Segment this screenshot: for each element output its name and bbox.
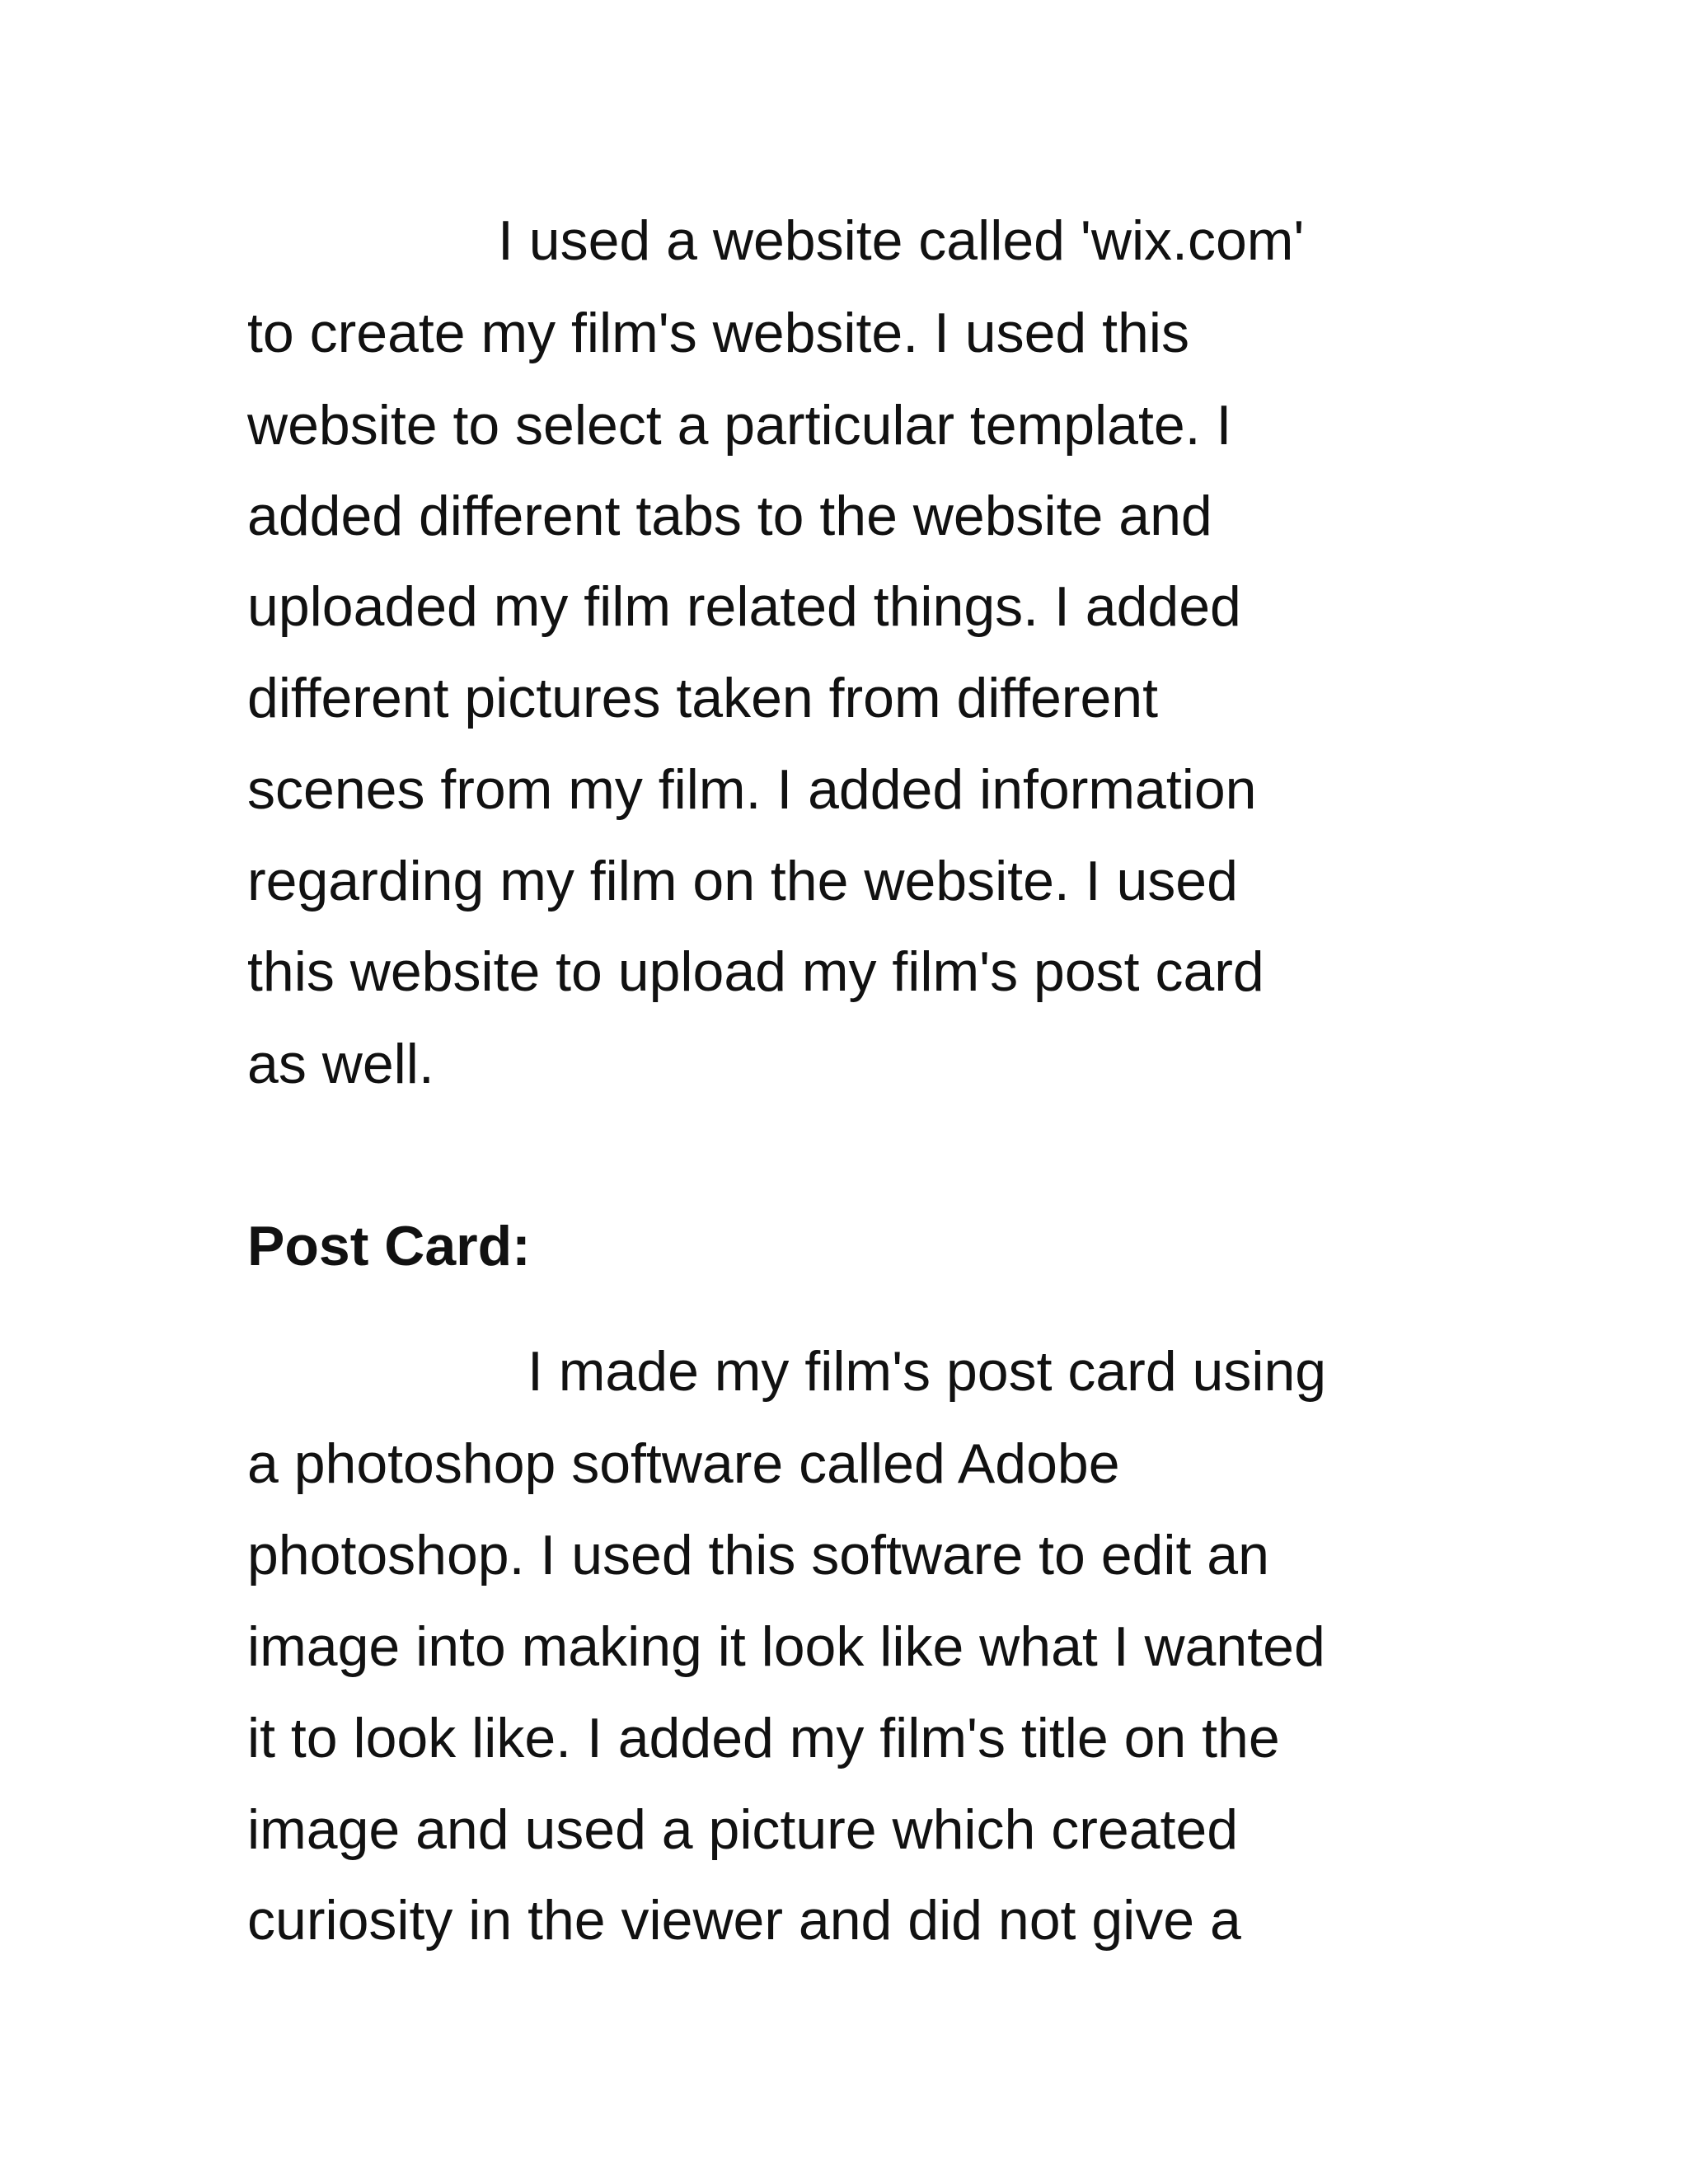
paragraph-1-line-2: to create my film's website. I used this: [247, 302, 1189, 364]
paragraph-2-line-6: image and used a picture which created: [247, 1798, 1239, 1861]
paragraph-2-line-4: image into making it look like what I wanted: [247, 1615, 1325, 1678]
paragraph-1-line-8: regarding my film on the website. I used: [247, 850, 1238, 912]
paragraph-1-line-7: scenes from my film. I added information: [247, 758, 1257, 821]
paragraph-2-line-7: curiosity in the viewer and did not give a: [247, 1889, 1241, 1952]
paragraph-2-line-1: I made my film's post card using: [528, 1340, 1327, 1403]
paragraph-1-line-1: I used a website called 'wix.com': [498, 209, 1305, 272]
paragraph-2-line-3: photoshop. I used this software to edit an: [247, 1524, 1269, 1586]
section-heading: Post Card:: [247, 1215, 531, 1277]
paragraph-1-line-10: as well.: [247, 1033, 434, 1095]
paragraph-2-line-2: a photoshop software called Adobe: [247, 1432, 1120, 1495]
paragraph-1-line-9: this website to upload my film's post card: [247, 940, 1264, 1003]
paragraph-1-line-5: uploaded my film related things. I added: [247, 575, 1241, 638]
paragraph-1-line-3: website to select a particular template. I: [247, 394, 1232, 457]
paragraph-1-line-4: added different tabs to the website and: [247, 485, 1212, 547]
paragraph-2-line-5: it to look like. I added my film's title on the: [247, 1707, 1280, 1769]
paragraph-1-line-6: different pictures taken from different: [247, 667, 1158, 729]
